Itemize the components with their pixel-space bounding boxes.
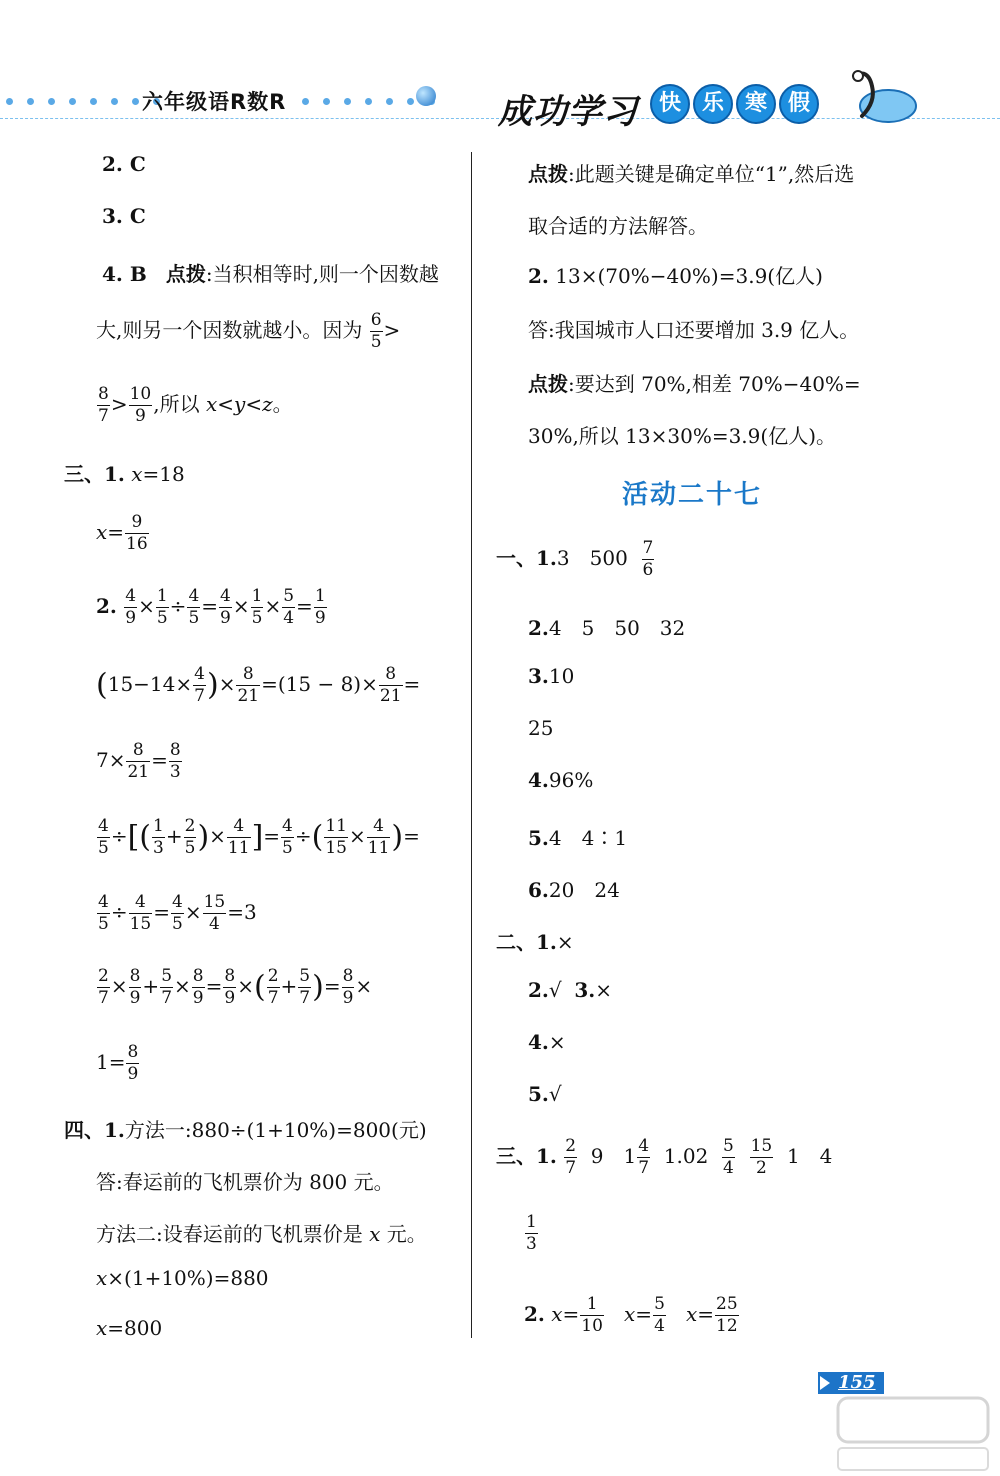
- answer-line: 二、1.×: [496, 930, 574, 954]
- answer-line: x×(1+10%)=880: [96, 1266, 269, 1290]
- answer-line: [528, 260, 823, 289]
- answer-line: [102, 258, 439, 287]
- answer-line: 方法二:设春运前的飞机票价是 x 元。: [96, 1222, 427, 1246]
- answer-line: 大,则另一个因数就越小。因为 $\frac{6}{5}$ >: [96, 310, 401, 352]
- answer-line: 答:春运前的飞机票价为 800 元。: [96, 1170, 394, 1194]
- answer-line: [528, 368, 861, 397]
- hint-label: 点拨: [528, 162, 568, 186]
- tag-char: 快: [650, 84, 690, 124]
- solution-text: =800: [107, 1316, 163, 1340]
- tag-char: 乐: [693, 84, 733, 124]
- answer-line: 取合适的方法解答。: [528, 214, 708, 238]
- grade-label: 六年级语R数R: [142, 90, 287, 114]
- column-divider: [471, 152, 472, 1338]
- section-label: 三、1.: [496, 1144, 557, 1168]
- answer-number: 4. B: [102, 262, 147, 286]
- section-label: 四、1.: [64, 1118, 125, 1142]
- arrow-icon: [820, 1376, 830, 1390]
- answer-line: 2.4 5 50 32: [528, 616, 686, 640]
- answer-line: $\frac{4}{5}$ ÷ $\frac{4}{15}$ = $\frac{4}{5}$ × $\frac{15}{4}$ =3: [98, 892, 257, 934]
- answer-line: x= $\frac{9}{16}$: [96, 512, 148, 554]
- activity-title: 活动二十七: [622, 480, 763, 510]
- fraction: $\frac{9}{16}$: [126, 512, 148, 554]
- tag-char: 寒: [736, 84, 776, 124]
- equation-value: =18: [142, 462, 185, 486]
- solution-text: 方法二:设春运前的飞机票价是: [96, 1222, 363, 1246]
- answer-values: 3 500: [556, 546, 628, 570]
- hint-text: :要达到 70%,相差 70%−40%=: [568, 372, 861, 396]
- answer-line: x=800: [96, 1316, 163, 1340]
- answer-line: [64, 1114, 427, 1143]
- section-label: 一、1.: [496, 546, 557, 570]
- answer-line: 6.20 24: [528, 878, 620, 902]
- answer-line: 1= $\frac{8}{9}$: [96, 1042, 139, 1084]
- answer-number: 2.: [96, 594, 117, 618]
- answer-line: 3. C: [102, 204, 146, 228]
- fraction: $\frac{6}{5}$: [370, 310, 382, 352]
- answer-line: $\frac{1}{3}$: [526, 1212, 537, 1254]
- holiday-tag: [650, 84, 819, 124]
- magnifier-icon: [842, 66, 922, 132]
- solution-text: 方法一:880÷(1+10%)=800(元): [124, 1118, 427, 1142]
- variable: x: [131, 462, 143, 486]
- hint-label: 点拨: [165, 262, 206, 286]
- answer-line: 25: [528, 716, 554, 740]
- solution-text: 元。: [386, 1222, 427, 1246]
- hint-text: :此题关键是确定单位“1”,然后选: [568, 162, 855, 186]
- answer-line: $\frac{2}{7}$ × $\frac{8}{9}$ + $\frac{5}{7}$ × $\frac{8}{9}$ = $\frac{8}{9}$ ×( $\frac{2}{7}$ + $\frac{5}{7}$ )= $\frac{8}{9}$ ×: [98, 966, 373, 1008]
- answer-line: 2. x= $\frac{1}{10}$ x= $\frac{5}{4}$ x= $\frac{25}{12}$: [524, 1294, 738, 1336]
- answer-line: 2.√ 3.×: [528, 978, 613, 1002]
- answer-line: 2. C: [102, 152, 146, 176]
- answer-line: 3.10: [528, 664, 575, 688]
- hint-label: 点拨: [528, 372, 568, 396]
- solution-text: 13×(70%−40%)=3.9(亿人): [555, 264, 823, 288]
- answer-line: $\frac{4}{5}$ ÷[( $\frac{1}{3}$ + $\frac{2}{5}$ )× $\frac{4}{11}$ ]= $\frac{4}{5}$ ÷( $\frac{11}{15}$ × $\frac{4}{11}$ )=: [98, 816, 420, 858]
- answer-line: 30%,所以 13×30%=3.9(亿人)。: [528, 424, 836, 448]
- hint-text: ,所以: [153, 392, 200, 416]
- answer-line: 5.4 4∶1: [528, 826, 628, 850]
- hint-text: 大,则另一个因数就越小。因为: [96, 318, 363, 342]
- answer-number: 2.: [528, 264, 549, 288]
- section-label: 二、1.: [496, 930, 557, 954]
- answer-line: 4.×: [528, 1030, 566, 1054]
- answer-line: 7× $\frac{8}{21}$ = $\frac{8}{3}$: [96, 740, 181, 782]
- tag-char: 假: [779, 84, 819, 124]
- section-label: 三、1.: [64, 462, 125, 486]
- hint-text: :当积相等时,则一个因数越: [205, 262, 439, 286]
- answer-line: 2. $\frac{4}{9}$ × $\frac{1}{5}$ ÷ $\frac{4}{5}$ = $\frac{4}{9}$ × $\frac{1}{5}$ × $\frac{5}{4}$ = $\frac{1}{9}$: [96, 586, 326, 628]
- answer-line: 一、1.3 500 $\frac{7}{6}$: [496, 538, 654, 580]
- page-number-badge: [818, 1372, 884, 1394]
- answer-line: 答:我国城市人口还要增加 3.9 亿人。: [528, 318, 860, 342]
- answer-line: $\frac{8}{7}$ > $\frac{10}{9}$ ,所以 x<y<z。: [98, 384, 293, 426]
- answer-line: [528, 158, 854, 187]
- watermark-logo: [830, 1392, 1000, 1476]
- page-number: 155: [838, 1372, 876, 1393]
- answer-line: 三、1. $\frac{2}{7}$ 9 1 $\frac{4}{7}$ 1.02 $\frac{5}{4}$ $\frac{15}{2}$ 1 4: [496, 1136, 833, 1178]
- page-header: [0, 0, 1000, 140]
- dot-row-right: [302, 98, 435, 105]
- dot-row-left: [6, 98, 160, 105]
- ball-icon: [416, 86, 436, 106]
- answer-line: 4.96%: [528, 768, 594, 792]
- answer-line: (15−14× $\frac{4}{7}$ )× $\frac{8}{21}$ =(15 − 8)× $\frac{8}{21}$ =: [96, 664, 421, 706]
- brand-title: 成功学习: [498, 92, 638, 132]
- answer-line: [64, 458, 185, 487]
- fraction: $\frac{10}{9}$: [129, 384, 152, 426]
- solution-text: ×(1+10%)=880: [107, 1266, 269, 1290]
- answer-line: 5.√: [528, 1082, 562, 1106]
- fraction: $\frac{8}{7}$: [98, 384, 109, 426]
